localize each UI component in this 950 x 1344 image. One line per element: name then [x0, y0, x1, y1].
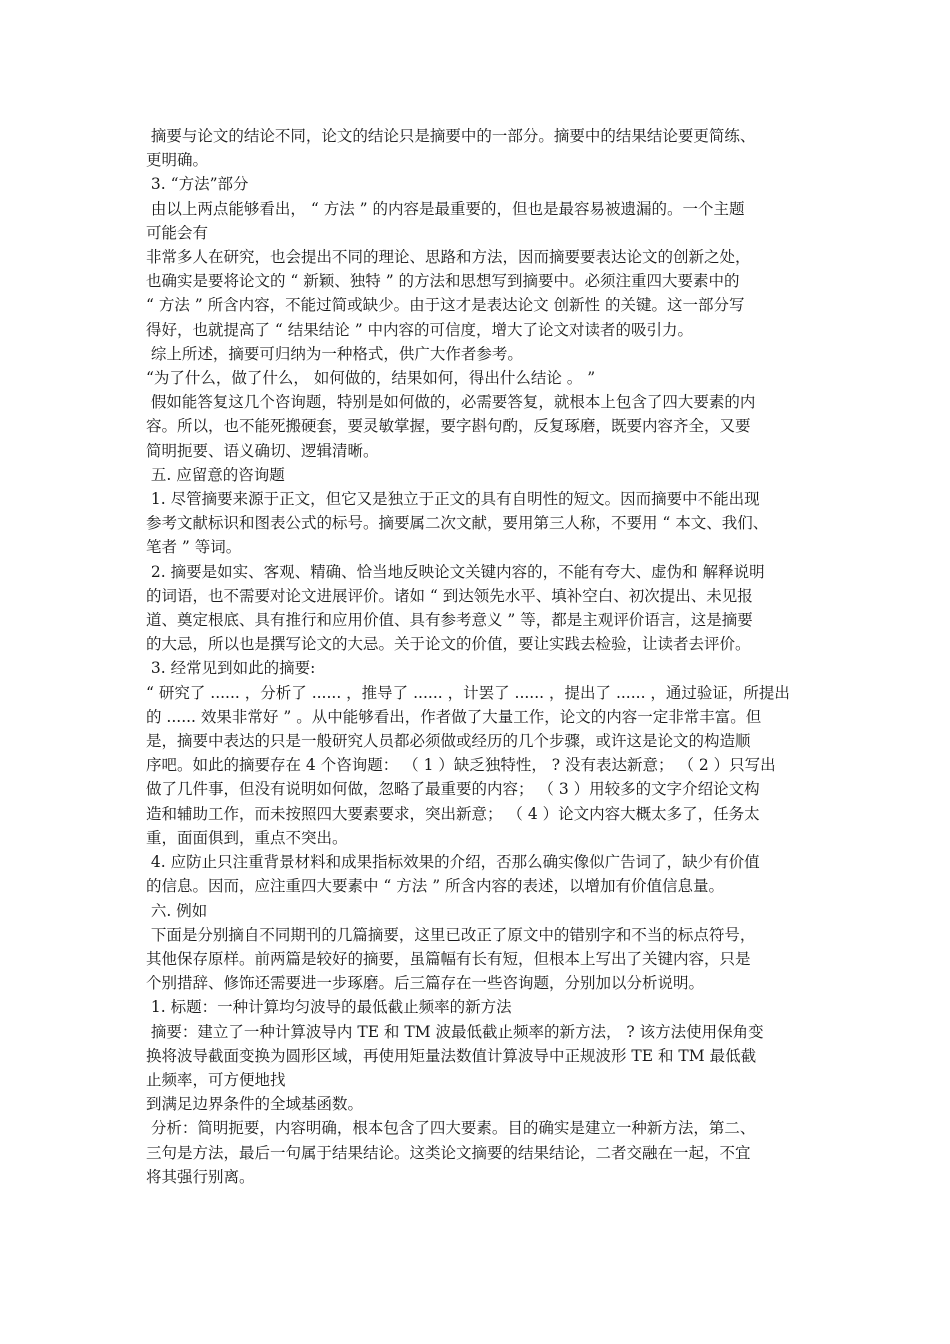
text-line: 三句是方法，最后一句属于结果结论。这类论文摘要的结果结论，二者交融在一起，不宜: [146, 1143, 751, 1162]
text-line: 其他保存原样。前两篇是较好的摘要，虽篇幅有长有短，但根本上写出了关键内容，只是: [146, 949, 751, 968]
section-heading: 六. 例如: [146, 901, 208, 920]
section-heading: 3. “方法”部分: [146, 175, 249, 194]
text-line: 得好，也就提高了 “ 结果结论 ” 中内容的可信度，增大了论文对读者的吸引力。: [146, 320, 694, 339]
text-line: 容。所以，也不能死搬硬套，要灵敏掌握，要字斟句酌，反复琢磨，既要内容齐全，又要: [146, 417, 751, 436]
text-line: 重，面面俱到，重点不突出。: [146, 828, 348, 847]
text-line: 可能会有: [146, 223, 209, 242]
text-line: 摘要：建立了一种计算波导内 TE 和 TM 波最低截止频率的新方法， ? 该方法使用保角变: [146, 1022, 764, 1041]
text-line: 做了几件事，但没有说明如何做，忽略了最重要的内容； （ 3 ）用较多的文字介绍论文构: [146, 780, 760, 799]
text-line: 是，摘要中表达的只是一般研究人员都必须做或经历的几个步骤，或许这是论文的构造顺: [146, 732, 751, 751]
text-line: 道、奠定根底、具有推行和应用价值、具有参考意义 ” 等，都是主观评价语言，这是摘要: [146, 611, 753, 630]
text-line: 由以上两点能够看出， “ 方法 ” 的内容是最重要的，但也是最容易被遗漏的。一个主题: [146, 199, 745, 218]
text-line: 也确实是要将论文的 “ 新颖、独特 ” 的方法和思想写到摘要中。必须注重四大要素中的: [146, 272, 740, 291]
text-line: 到满足边界条件的全域基函数。: [146, 1095, 364, 1114]
section-heading: 五. 应留意的咨询题: [146, 465, 285, 484]
text-line: 分析：简明扼要，内容明确，根本包含了四大要素。目的确实是建立一种新方法，第二、: [146, 1119, 756, 1138]
text-line: 笔者 ” 等词。: [146, 538, 242, 557]
text-line: 非常多人在研究，也会提出不同的理论、思路和方法，因而摘要要表达论文的创新之处，: [146, 248, 751, 267]
text-line: “为了什么，做了什么， 如何做的，结果如何，得出什么结论 。 ”: [146, 369, 596, 388]
text-line: 2. 摘要是如实、客观、精确、恰当地反映论文关键内容的，不能有夸大、虚伪和 解释说明: [146, 562, 765, 581]
text-line: 简明扼要、语义确切、逻辑清晰。: [146, 441, 379, 460]
document-body: [146, 124, 818, 1189]
text-line: 将其强行别离。: [146, 1167, 255, 1186]
text-line: 参考文献标识和图表公式的标号。摘要属二次文献，要用第三人称，不要用 “ 本文、我们、: [146, 514, 769, 533]
text-line: 1. 尽管摘要来源于正文，但它又是独立于正文的具有自明性的短文。因而摘要中不能出现: [146, 490, 760, 509]
text-line: 3. 经常见到如此的摘要:: [146, 659, 316, 678]
text-line: 综上所述，摘要可归纳为一种格式，供广大作者参考。: [146, 344, 523, 363]
text-line: 摘要与论文的结论不同，论文的结论只是摘要中的一部分。摘要中的结果结论要更简练、: [146, 127, 756, 145]
text-line: 的大忌，所以也是撰写论文的大忌。关于论文的价值，要让实践去检验，让读者去评价。: [146, 635, 751, 654]
text-line: 序吧。如此的摘要存在 4 个咨询题： （ 1 ）缺乏独特性， ? 没有表达新意； （ 2 ）只写出: [146, 756, 776, 775]
text-line: 4. 应防止只注重背景材料和成果指标效果的介绍，否那么确实像似广告词了，缺少有价值: [146, 853, 760, 872]
text-line: 止频率，可方便地找: [146, 1070, 286, 1089]
text-line: 下面是分别摘自不同期刊的几篇摘要，这里已改正了原文中的错别字和不当的标点符号，: [146, 925, 756, 944]
text-line: 造和辅助工作，而未按照四大要素要求，突出新意； （ 4 ）论文内容大概太多了，任务太: [146, 804, 760, 823]
text-line: 更明确。: [146, 151, 209, 170]
text-line: 的词语，也不需要对论文进展评价。诸如 “ 到达领先水平、填补空白、初次提出、未见报: [146, 586, 753, 605]
text-line: 换将波导截面变换为圆形区域，再使用矩量法数值计算波导中正规波形 TE 和 TM 最低截: [146, 1046, 757, 1065]
text-line: 的 ...... 效果非常好 ” 。从中能够看出，作者做了大量工作，论文的内容一定非常丰富。但: [146, 707, 762, 726]
text-line: “ 研究了 ...... ，分析了 ...... ，推导了 ...... ，计罢了 ...... ，提出了 ...... ，通过验证，所提出: [146, 683, 790, 702]
text-line: 假如能答复这几个咨询题，特别是如何做的，必需要答复，就根本上包含了四大要素的内: [146, 393, 756, 412]
text-line: “ 方法 ” 所含内容，不能过简或缺少。由于这才是表达论文 创新性 的关键。这一部分写: [146, 296, 745, 315]
text-line: 的信息。因而，应注重四大要素中 “ 方法 ” 所含内容的表述，以增加有价值信息量。: [146, 877, 725, 896]
text-line: 1. 标题：一种计算均匀波导的最低截止频率的新方法: [146, 998, 512, 1017]
text-line: 个别措辞、修饰还需要进一步琢磨。后三篇存在一些咨询题，分别加以分析说明。: [146, 974, 705, 993]
